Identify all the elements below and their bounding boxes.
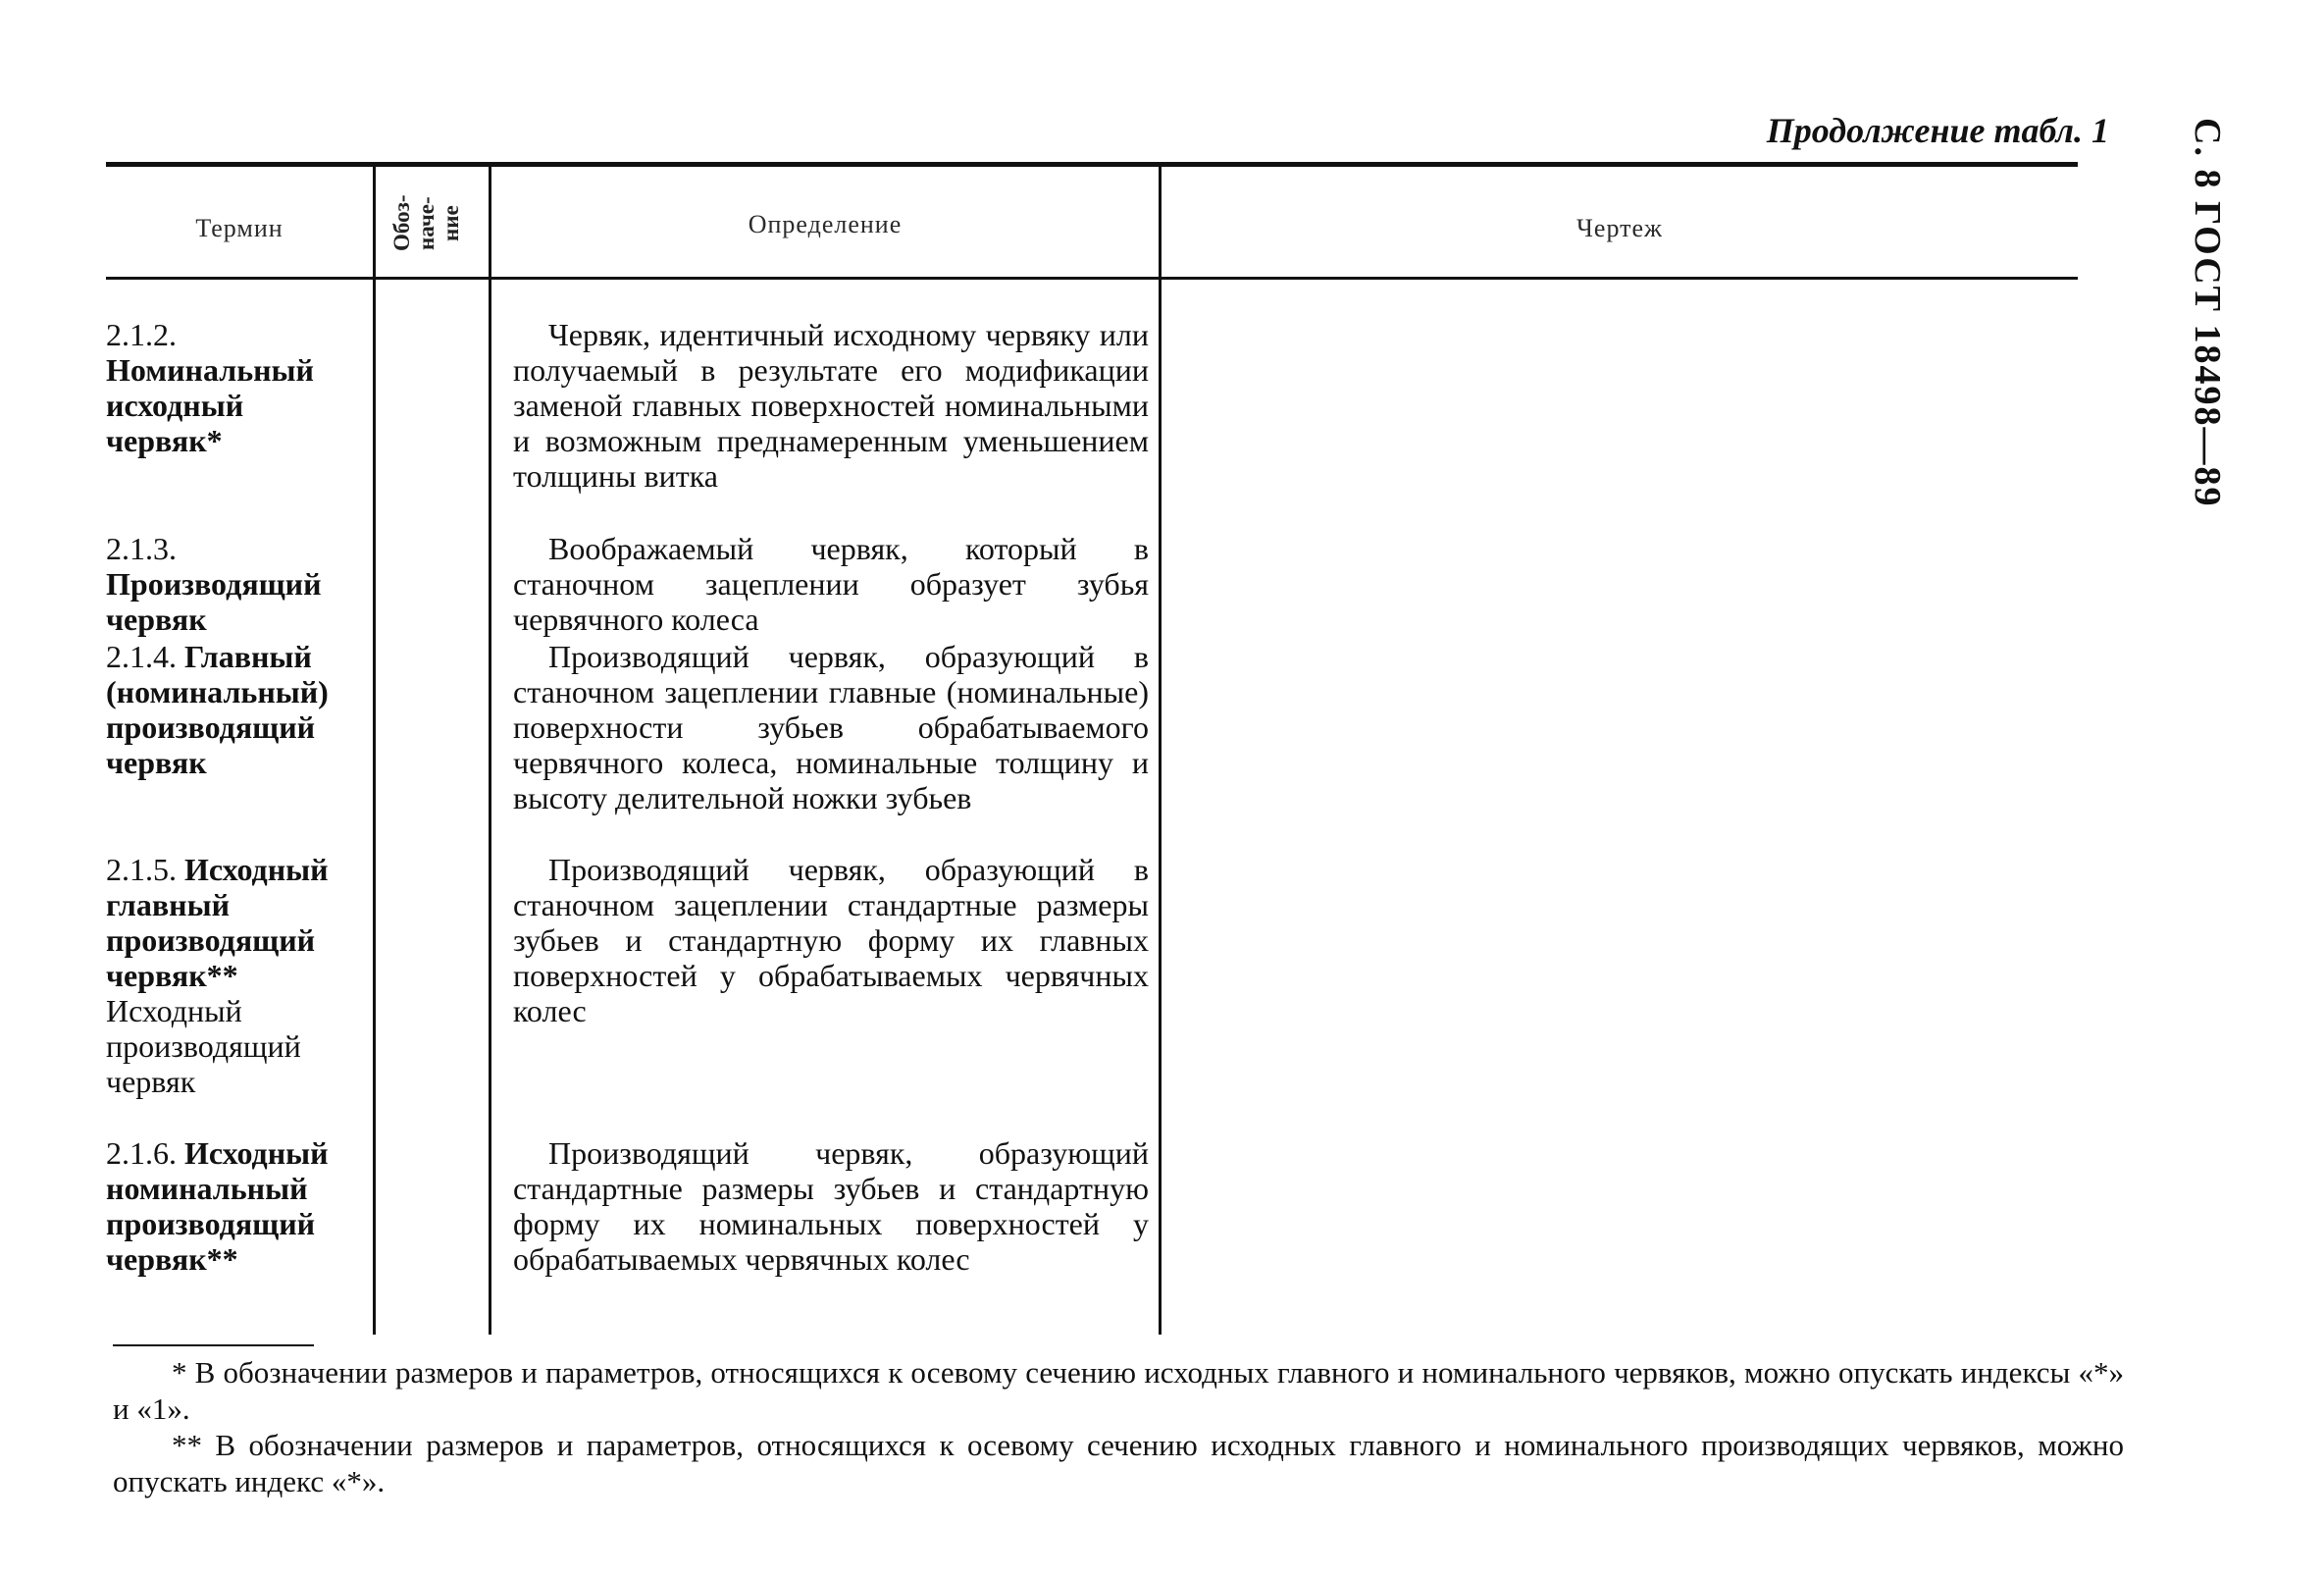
definition-2-1-3: Воображаемый червяк, который в станочном зацеплении образует зубья червячного колеса [513, 531, 1149, 637]
header-designation: Обоз- наче- ние [389, 194, 463, 252]
header-drawing: Чертеж [1576, 214, 1663, 242]
column-divider-1 [373, 167, 376, 1335]
term-name: Исходный номинальный производящий червяк** [106, 1135, 329, 1277]
term-number: 2.1.3. [106, 531, 177, 566]
definition-2-1-4: Производящий червяк, образующий в станочном зацеплении главные (номинальные) поверхности зубьев обрабатываемого червячного колеса, номинальные толщину и высоту делительной ножки зубьев [513, 639, 1149, 815]
header-definition: Определение [748, 210, 903, 238]
term-name: Главный (номинальный) производящий червяк [106, 639, 329, 780]
term-name: Производящий червяк [106, 566, 322, 637]
table-header-bottom-rule [106, 277, 2078, 280]
page-number-and-standard: С. 8 ГОСТ 18498—89 [2187, 118, 2228, 508]
column-divider-3 [1159, 167, 1162, 1335]
table-top-rule [106, 162, 2078, 167]
term-number: 2.1.5. [106, 852, 177, 887]
footnote-2: ** В обозначении размеров и параметров, относящихся к осевому сечению исходных главного и номинального производящих червяков, можно опускать индекс «*». [113, 1428, 2124, 1498]
footnotes [113, 1354, 2124, 1499]
definition-2-1-6: Производящий червяк, образующий стандартные размеры зубьев и стандартную форму их номинальных поверхностей у обрабатываемых червячных колес [513, 1135, 1149, 1277]
term-2-1-3 [106, 531, 361, 637]
term-number: 2.1.4. [106, 639, 177, 674]
term-number: 2.1.6. [106, 1135, 177, 1171]
term-2-1-2 [106, 317, 361, 458]
term-name: Исходный главный производящий червяк** [106, 852, 329, 993]
footnote-1: * В обозначении размеров и параметров, относящихся к осевому сечению исходных главного и номинального червяков, можно опускать индексы «*» и «1». [113, 1355, 2124, 1426]
definition-2-1-5: Производящий червяк, образующий в станочном зацеплении стандартные размеры зубьев и стандартную форму их главных поверхностей у обрабатываемых червячных колес [513, 852, 1149, 1028]
term-2-1-4 [106, 639, 361, 780]
table-continuation-caption: Продолжение табл. 1 [1766, 111, 2109, 150]
term-name: Номинальный исходный червяк* [106, 352, 314, 458]
footnote-separator [113, 1344, 314, 1346]
term-2-1-5 [106, 852, 361, 1099]
column-divider-2 [489, 167, 491, 1335]
definition-2-1-2: Червяк, идентичный исходному червяку или получаемый в результате его модификации заменой главных поверхностей номинальными и возможным преднамеренным уменьшением толщины витка [513, 317, 1149, 494]
term-2-1-6 [106, 1135, 361, 1277]
header-term: Термин [195, 214, 284, 242]
term-number: 2.1.2. [106, 317, 177, 352]
term-synonym: Исходный производящий червяк [106, 993, 301, 1099]
